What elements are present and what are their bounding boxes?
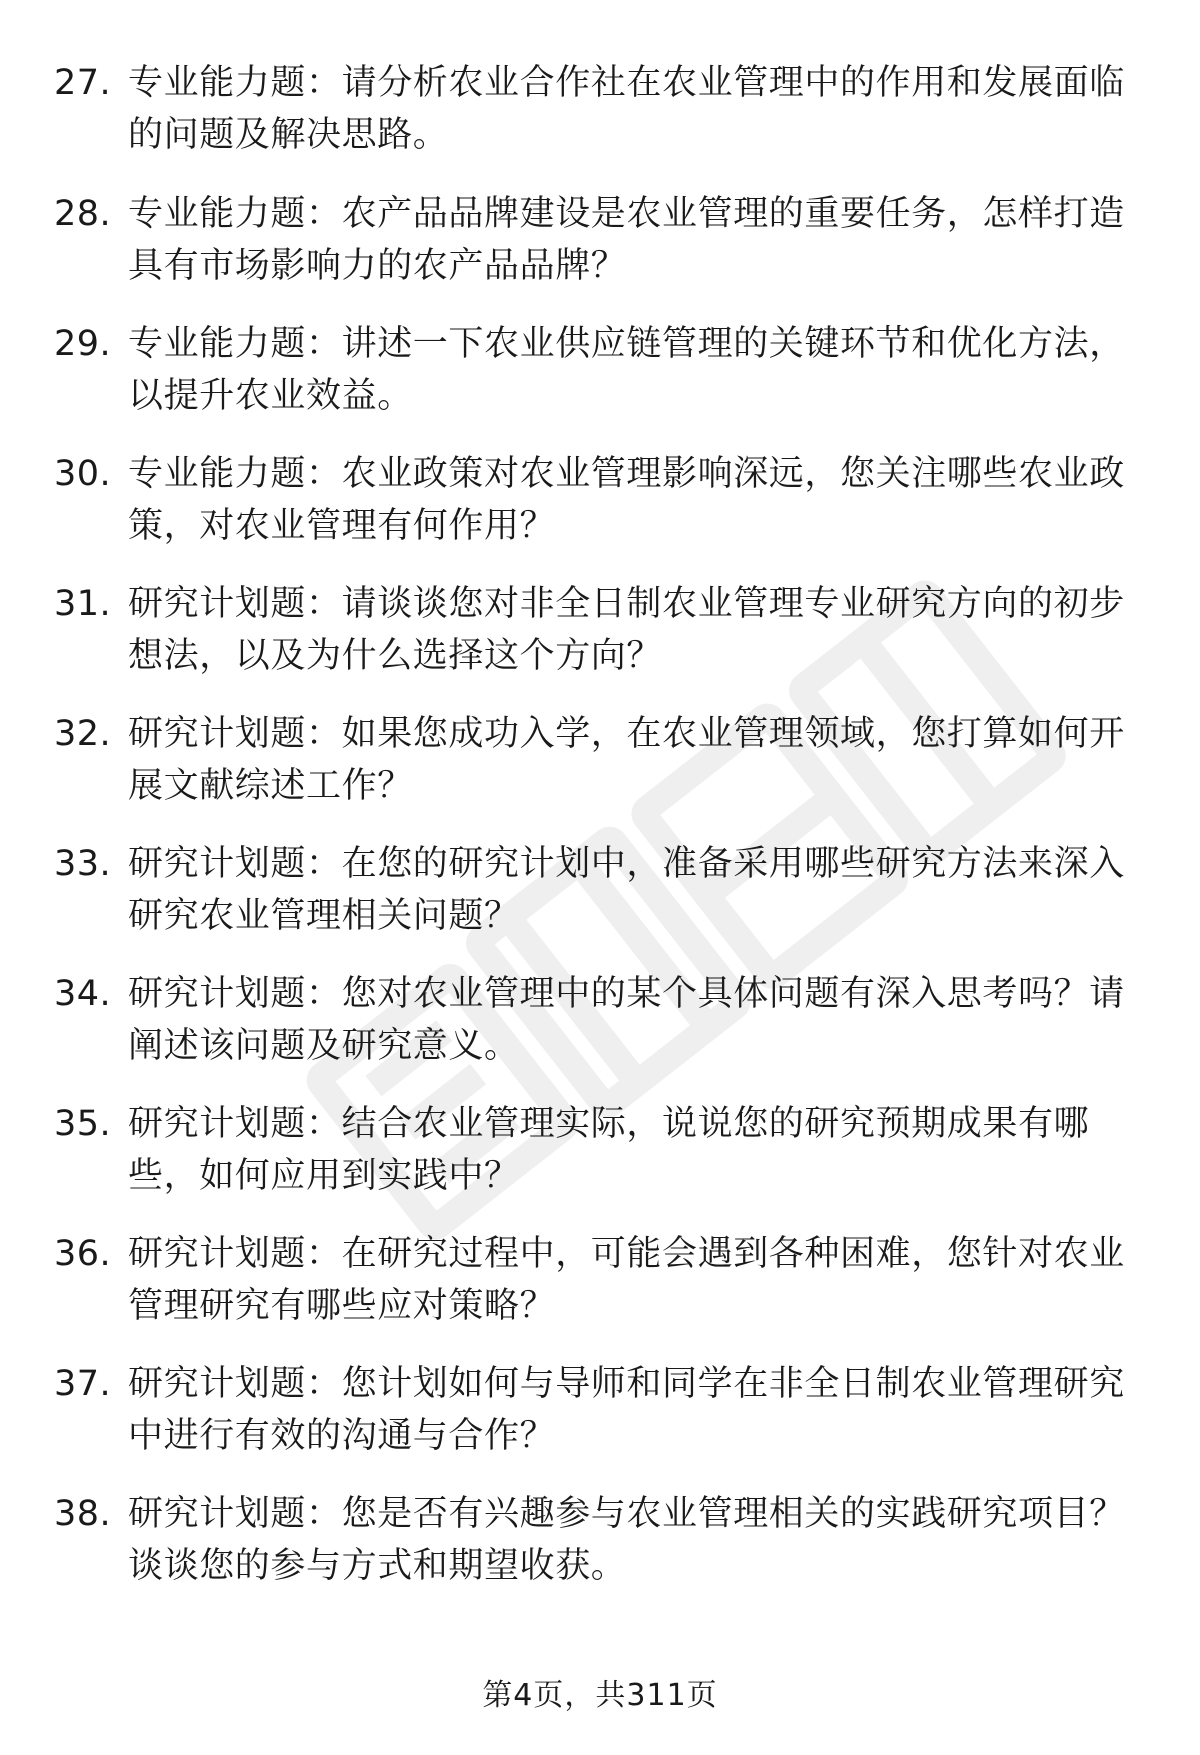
question-number: 28. <box>54 194 112 234</box>
question-text: 结合农业管理实际，说说您的研究预期成果有哪些，如何应用到实践中？ <box>128 1104 1090 1196</box>
question-number: 31. <box>54 584 112 624</box>
question-text: 农业政策对农业管理影响深远，您关注哪些农业政策，对农业管理有何作用？ <box>128 454 1125 546</box>
question-item <box>0 708 1200 818</box>
question-body <box>128 1098 1138 1202</box>
question-category: 专业能力题： <box>128 454 342 494</box>
question-number: 33. <box>54 844 112 884</box>
question-category: 研究计划题： <box>128 844 342 884</box>
question-item <box>0 448 1200 558</box>
question-text: 如果您成功入学，在农业管理领域，您打算如何开展文献综述工作？ <box>128 714 1125 806</box>
question-body <box>128 578 1138 682</box>
question-number: 27. <box>54 63 112 103</box>
question-item <box>0 57 1200 167</box>
question-item <box>0 1228 1200 1338</box>
question-item <box>0 318 1200 428</box>
question-category: 研究计划题： <box>128 1234 342 1274</box>
question-text: 请谈谈您对非全日制农业管理专业研究方向的初步想法，以及为什么选择这个方向？ <box>128 584 1125 676</box>
question-body <box>128 968 1138 1072</box>
question-text: 您是否有兴趣参与农业管理相关的实践研究项目？谈谈您的参与方式和期望收获。 <box>128 1494 1125 1586</box>
question-category: 研究计划题： <box>128 1104 342 1144</box>
question-text: 在您的研究计划中，准备采用哪些研究方法来深入研究农业管理相关问题？ <box>128 844 1125 936</box>
question-number: 34. <box>54 974 112 1014</box>
question-number: 37. <box>54 1364 112 1404</box>
question-body <box>128 57 1138 161</box>
question-category: 研究计划题： <box>128 584 342 624</box>
question-item <box>0 578 1200 688</box>
question-item <box>0 1098 1200 1208</box>
question-category: 研究计划题： <box>128 714 342 754</box>
question-body <box>128 188 1138 292</box>
question-item <box>0 188 1200 298</box>
question-number: 35. <box>54 1104 112 1144</box>
question-text: 农产品品牌建设是农业管理的重要任务，怎样打造具有市场影响力的农产品品牌？ <box>128 194 1125 286</box>
question-text: 讲述一下农业供应链管理的关键环节和优化方法，以提升农业效益。 <box>128 324 1125 416</box>
question-category: 研究计划题： <box>128 974 342 1014</box>
question-body <box>128 1228 1138 1332</box>
question-text: 您计划如何与导师和同学在非全日制农业管理研究中进行有效的沟通与合作？ <box>128 1364 1125 1456</box>
question-category: 专业能力题： <box>128 194 342 234</box>
question-item <box>0 838 1200 948</box>
question-body <box>128 708 1138 812</box>
question-text: 请分析农业合作社在农业管理中的作用和发展面临的问题及解决思路。 <box>128 63 1125 155</box>
question-number: 38. <box>54 1494 112 1534</box>
question-number: 30. <box>54 454 112 494</box>
question-category: 研究计划题： <box>128 1494 342 1534</box>
question-body <box>128 318 1138 422</box>
question-body <box>128 448 1138 552</box>
question-number: 36. <box>54 1234 112 1274</box>
question-number: 29. <box>54 324 112 364</box>
question-text: 在研究过程中，可能会遇到各种困难，您针对农业管理研究有哪些应对策略？ <box>128 1234 1125 1326</box>
question-body <box>128 1488 1138 1592</box>
question-category: 研究计划题： <box>128 1364 342 1404</box>
question-item <box>0 1488 1200 1598</box>
question-item <box>0 1358 1200 1468</box>
question-category: 专业能力题： <box>128 63 342 103</box>
question-text: 您对农业管理中的某个具体问题有深入思考吗？请阐述该问题及研究意义。 <box>128 974 1125 1066</box>
question-body <box>128 838 1138 942</box>
question-body <box>128 1358 1138 1462</box>
page-footer: 第4页，共311页 <box>482 1678 718 1713</box>
question-category: 专业能力题： <box>128 324 342 364</box>
question-number: 32. <box>54 714 112 754</box>
question-item <box>0 968 1200 1078</box>
